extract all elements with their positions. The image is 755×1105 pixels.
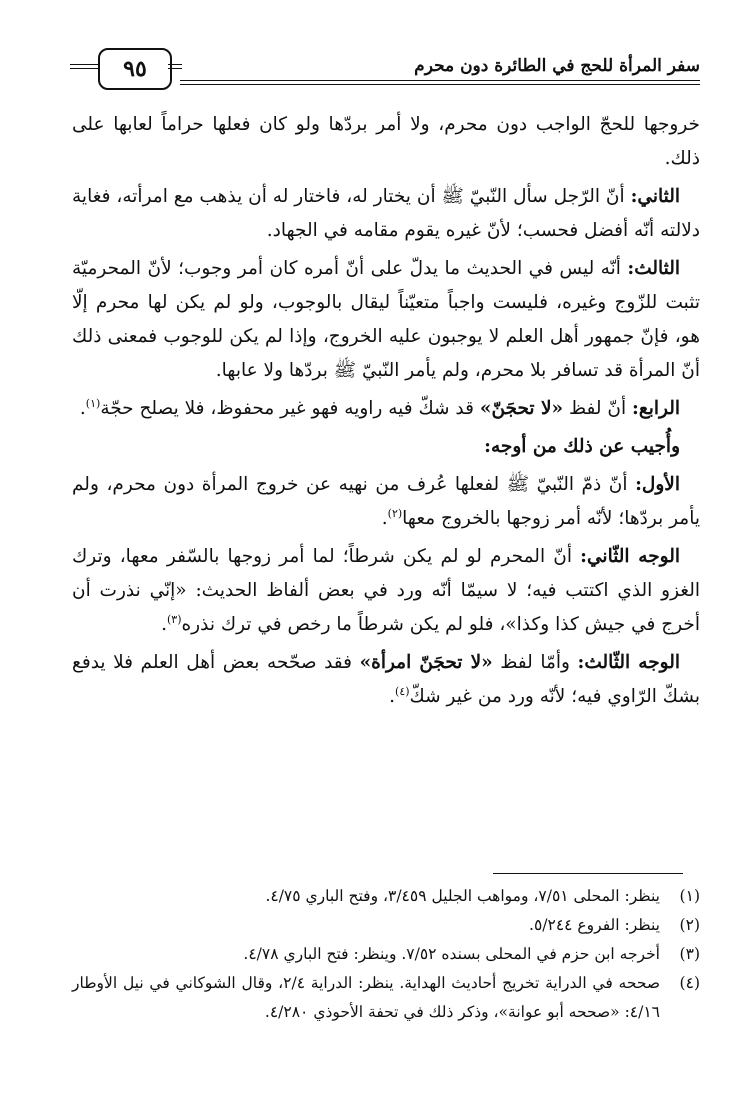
- paragraph-8: [72, 646, 700, 714]
- page-number: ٩٥: [98, 48, 172, 90]
- footnote-text: ينظر: الفروع ٥/٢٤٤.: [529, 916, 660, 934]
- paragraph-6: [72, 468, 700, 536]
- paragraph-8-quote: «لا تحجَنّ امرأة»: [359, 652, 493, 673]
- paragraph-6-lead: الأول:: [635, 474, 680, 495]
- footnote-separator: [493, 873, 683, 874]
- footnote-ref-3[interactable]: (٣): [166, 612, 182, 626]
- footnote-text: صححه في الدراية تخريج أحاديث الهداية. ينظر: الدراية ٢/٤، وقال الشوكاني في نيل الأوطار ٤/١٦: «صححه أبو عوانة»، وذكر ذلك في تحفة الأحوذي ٤/٢٨٠.: [72, 974, 660, 1021]
- main-text: [72, 108, 700, 718]
- paragraph-3-lead: الثالث:: [627, 258, 680, 279]
- footnote-number: (٤): [679, 974, 700, 992]
- footnote-text: أخرجه ابن حزم في المحلى بسنده ٧/٥٢. وينظر: فتح الباري ٤/٧٨.: [243, 945, 660, 963]
- paragraph-5-heading: وأُجيب عن ذلك من أوجه:: [484, 436, 680, 457]
- paragraph-7-text: أنّ المحرم لو لم يكن شرطاً؛ لما أمر زوجها بالسّفر معها، وترك الغزو الذي اكتتب فيه؛ لا سيمّا أنّه ورد في بعض ألفاظ الحديث: «إنّي نذرت أن أخرج في جيش كذا وكذا»، فلو لم يكن شرطاً ما رخص في ترك نذره: [72, 546, 700, 635]
- header-rule: [180, 80, 700, 81]
- running-title: سفر المرأة للحج في الطائرة دون محرم: [414, 56, 700, 76]
- footnote-2: [72, 911, 700, 940]
- paragraph-4-text-a: أنّ لفظ: [563, 398, 633, 419]
- paragraph-7: [72, 540, 700, 642]
- paragraph-8-text-b: فقد صحّحه بعض أهل العلم فلا يدفع بشكّ الرّاوي فيه؛ لأنّه ورد من غير شكّ: [72, 652, 700, 707]
- paragraph-8-lead: الوجه الثّالث:: [577, 652, 680, 673]
- paragraph-4-end: .: [79, 398, 86, 419]
- footnote-ref-1[interactable]: (١): [85, 396, 101, 410]
- paragraph-6-end: .: [381, 508, 388, 529]
- paragraph-3: [72, 252, 700, 388]
- paragraph-2-text: أنّ الرّجل سأل النّبيّ ﷺ أن يختار له، فاختار له أن يذهب مع امرأته، فغاية دلالته أنّه أفضل فحسب؛ لأنّ غيره يقوم مقامه في الجهاد.: [72, 186, 700, 241]
- footnotes: [72, 882, 700, 1027]
- paragraph-7-end: .: [161, 614, 167, 635]
- paragraph-8-text-a: وأمّا لفظ: [492, 652, 578, 673]
- paragraph-4-lead: الرابع:: [632, 398, 680, 419]
- paragraph-3-text: أنّه ليس في الحديث ما يدلّ على أنّ أمره كان أمر وجوب؛ لأنّ المحرميّة تثبت للزّوج وغيره، فليست واجباً متعيّناً ليقال بالوجوب، ولو لم يكن لها محرم إلّا هو، فإنّ جمهور أهل العلم لا يوجبون عليه الخروج، وإذا لم يكن للوجوب فمعنى ذلك أنّ المرأة قد تسافر بلا محرم، ولم يأمر النّبيّ ﷺ بردّها ولا عابها.: [72, 258, 700, 381]
- header-ornament-right: [168, 64, 182, 74]
- paragraph-4-quote: «لا تحجَنّ»: [479, 398, 564, 419]
- paragraph-6-text: أنّ ذمّ النّبيّ ﷺ لفعلها عُرف من نهيه عن خروج المرأة دون محرم، ولم يأمر بردّها؛ لأنّه أمر زوجها بالخروج معها: [72, 474, 700, 529]
- header-rule-second: [180, 84, 700, 85]
- page-header: [70, 48, 700, 90]
- paragraph-1: [72, 108, 700, 176]
- footnote-1: [72, 882, 700, 911]
- footnote-ref-4[interactable]: (٤): [395, 684, 410, 698]
- footnote-text: ينظر: المحلى ٧/٥١، ومواهب الجليل ٣/٤٥٩، وفتح الباري ٤/٧٥.: [265, 887, 660, 905]
- paragraph-5: [72, 430, 700, 464]
- footnote-number: (٢): [679, 916, 700, 934]
- footnote-3: [72, 940, 700, 969]
- paragraph-2: [72, 180, 700, 248]
- paragraph-8-end: .: [389, 686, 396, 707]
- paragraph-2-lead: الثاني:: [630, 186, 680, 207]
- header-ornament-left: [70, 64, 98, 74]
- paragraph-4-text-b: قد شكّ فيه راويه فهو غير محفوظ، فلا يصلح حجّة: [100, 398, 480, 419]
- paragraph-1-text: خروجها للحجّ الواجب دون محرم، ولا أمر بردّها ولو كان فعلها حراماً لعابها على ذلك.: [72, 114, 700, 169]
- footnote-number: (١): [679, 887, 700, 905]
- paragraph-7-lead: الوجه الثّاني:: [580, 546, 680, 567]
- footnote-ref-2[interactable]: (٢): [387, 506, 403, 520]
- paragraph-4: [72, 392, 700, 426]
- footnote-number: (٣): [679, 945, 700, 963]
- footnote-4: [72, 969, 700, 1027]
